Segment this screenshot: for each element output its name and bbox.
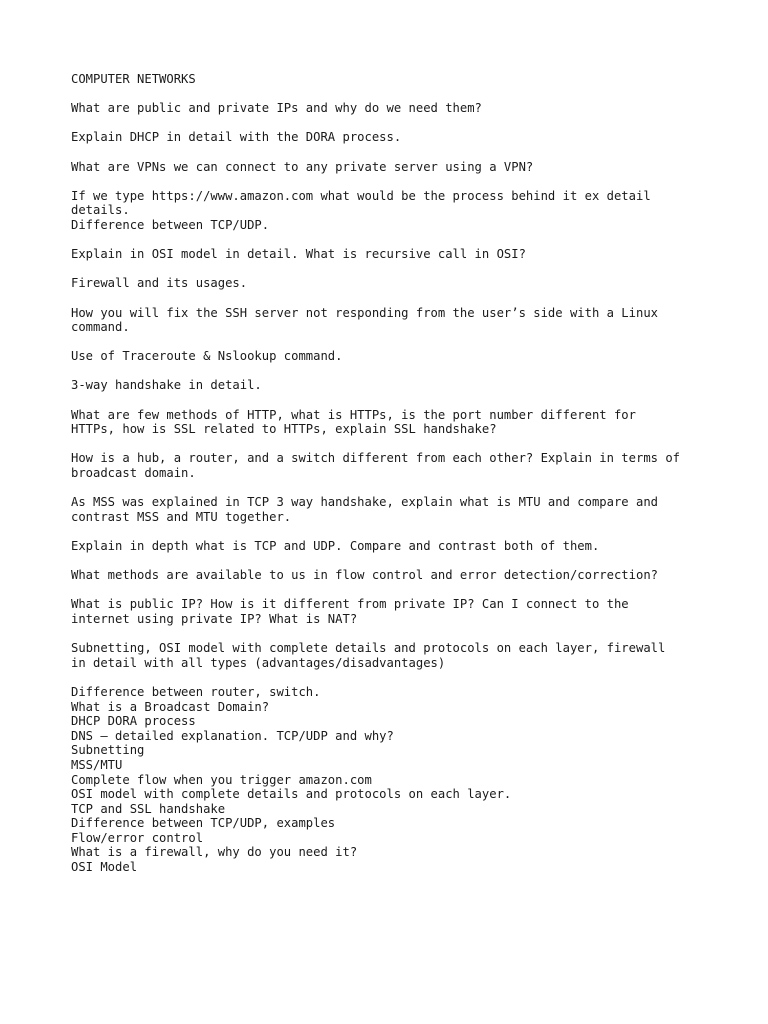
question-paragraph [71,130,708,145]
text-line: What are few methods of HTTP, what is HTTPs, is the port number different for [71,407,636,422]
text-line: Difference between router, switch. [71,684,321,699]
question-paragraph [71,568,708,583]
text-line: HTTPs, how is SSL related to HTTPs, explain SSL handshake? [71,422,497,437]
text-line: What are VPNs we can connect to any private server using a VPN? [71,159,534,174]
question-paragraph [71,539,708,554]
question-paragraph [71,189,708,233]
text-line: Complete flow when you trigger amazon.com [71,772,372,787]
text-line: 3-way handshake in detail. [71,378,262,393]
text-line: internet using private IP? What is NAT? [71,611,358,626]
text-line: details. [71,203,130,218]
question-paragraph [71,641,708,670]
text-line: Explain in depth what is TCP and UDP. Compare and contrast both of them. [71,539,600,553]
text-line: TCP and SSL handshake [71,801,226,816]
text-line: broadcast domain. [71,466,196,481]
text-line: Explain in OSI model in detail. What is recursive call in OSI? [71,247,526,262]
text-line: Firewall and its usages. [71,276,248,291]
question-paragraph [71,408,708,437]
question-paragraph [71,247,708,262]
text-line: How is a hub, a router, and a switch different from each other? Explain in terms of [71,451,681,466]
text-line: What is public IP? How is it different from private IP? Can I connect to the [71,597,629,612]
text-line: command. [71,320,130,335]
text-line: What methods are available to us in flow control and error detection/correction? [71,568,658,583]
text-line: Explain DHCP in detail with the DORA process. [71,130,402,145]
question-paragraph [71,276,708,291]
text-line: Subnetting [71,743,145,758]
text-line: contrast MSS and MTU together. [71,509,292,524]
text-line: Subnetting, OSI model with complete details and protocols on each layer, firewall [71,641,666,656]
question-paragraph [71,349,708,364]
text-line: What are public and private IPs and why do we need them? [71,101,482,116]
text-line: Difference between TCP/UDP. [71,217,270,232]
text-line: OSI Model [71,860,138,875]
question-paragraph [71,378,708,393]
question-paragraph [71,685,708,875]
question-paragraph [71,306,708,335]
question-paragraph [71,160,708,175]
document-title: COMPUTER NETWORKS [71,72,196,86]
text-line: As MSS was explained in TCP 3 way handshake, explain what is MTU and compare and [71,495,658,510]
question-list [71,101,708,874]
text-line: OSI model with complete details and protocols on each layer. [71,787,512,802]
question-paragraph [71,597,708,626]
text-line: DNS – detailed explanation. TCP/UDP and why? [71,728,394,743]
question-paragraph [71,451,708,480]
text-line: If we type https://www.amazon.com what would be the process behind it ex detail [71,188,651,203]
text-line: Difference between TCP/UDP, examples [71,816,336,831]
text-line: What is a firewall, why do you need it? [71,845,358,860]
text-line: DHCP DORA process [71,714,196,729]
text-line: Use of Traceroute & Nslookup command. [71,349,343,364]
text-line: MSS/MTU [71,757,123,772]
text-line: What is a Broadcast Domain? [71,699,270,714]
text-line: Flow/error control [71,830,204,845]
question-paragraph [71,495,708,524]
text-line: How you will fix the SSH server not responding from the user’s side with a Linux [71,305,658,320]
document-title-block [71,72,708,87]
text-line: in detail with all types (advantages/disadvantages) [71,655,446,670]
question-paragraph [71,101,708,116]
